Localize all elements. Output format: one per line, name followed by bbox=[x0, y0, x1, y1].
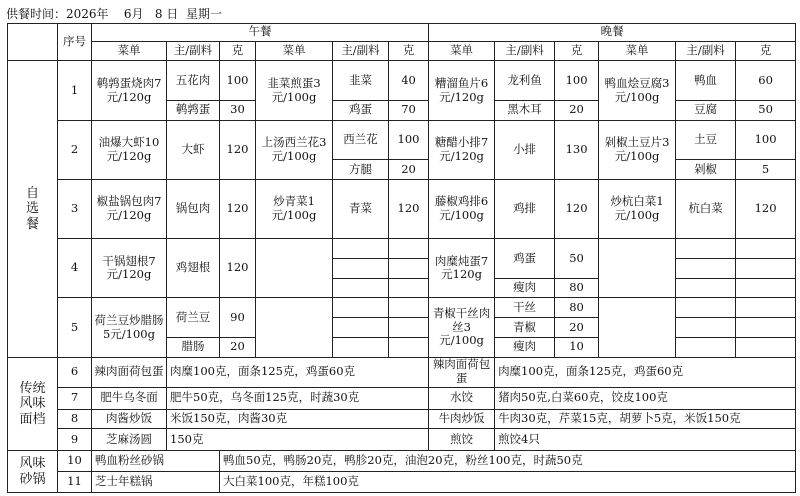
ingredient-grams: 120 bbox=[220, 120, 256, 179]
noodle-dinner-dish: 辣肉面荷包蛋 bbox=[429, 357, 495, 387]
col-ingredient: 主/副料 bbox=[167, 41, 220, 61]
dish-name: 糟溜鱼片6元/120g bbox=[429, 61, 495, 120]
ingredient-name: 腊肠 bbox=[167, 337, 220, 357]
menu-body bbox=[8, 24, 796, 493]
col-gram: 克 bbox=[555, 41, 599, 61]
ingredient-name: 豆腐 bbox=[676, 100, 736, 120]
menu-row bbox=[8, 120, 796, 140]
noodle-row bbox=[8, 357, 796, 387]
noodle-dinner-detail: 煎饺4只 bbox=[495, 429, 796, 451]
empty-cell bbox=[333, 337, 389, 357]
ingredient-grams: 120 bbox=[736, 179, 796, 238]
seq-number: 1 bbox=[58, 61, 92, 120]
ingredient-name: 青菜 bbox=[333, 179, 389, 238]
empty-cell bbox=[736, 258, 796, 278]
ingredient-grams: 20 bbox=[555, 100, 599, 120]
noodle-row bbox=[8, 387, 796, 409]
col-ingredient: 主/副料 bbox=[495, 41, 555, 61]
ingredient-grams: 10 bbox=[555, 337, 599, 357]
empty-cell bbox=[676, 337, 736, 357]
ingredient-name: 杭白菜 bbox=[676, 179, 736, 238]
noodle-dinner-detail: 牛肉30克，芹菜15克，胡萝卜5克，米饭150克 bbox=[495, 409, 796, 429]
date-month: 6月 bbox=[123, 7, 144, 21]
col-gram: 克 bbox=[389, 41, 429, 61]
noodle-lunch-detail: 150克 bbox=[167, 429, 429, 451]
empty-cell bbox=[389, 318, 429, 338]
ingredient-grams: 50 bbox=[736, 100, 796, 120]
ingredient-grams: 50 bbox=[555, 239, 599, 279]
ingredient-name: 瘦肉 bbox=[495, 337, 555, 357]
noodle-dinner-detail: 猪肉50克,白菜60克，饺皮100克 bbox=[495, 387, 796, 409]
seq-number: 4 bbox=[58, 239, 92, 298]
date-weekday: 星期一 bbox=[186, 7, 223, 21]
dish-name: 椒盐锅包肉7元/120g bbox=[92, 179, 167, 238]
claypot-dish: 鸭血粉丝砂锅 bbox=[92, 451, 220, 472]
noodle-dinner-detail: 肉糜100克，面条125克，鸡蛋60克 bbox=[495, 357, 796, 387]
ingredient-grams: 60 bbox=[736, 61, 796, 101]
ingredient-name: 荷兰豆 bbox=[167, 298, 220, 338]
menu-row bbox=[8, 61, 796, 81]
dish-name: 荷兰豆炒腊肠5元/100g bbox=[92, 298, 167, 357]
noodle-lunch-detail: 肥牛50克，乌冬面125克，时蔬30克 bbox=[167, 387, 429, 409]
ingredient-grams: 30 bbox=[220, 100, 256, 120]
empty-cell bbox=[333, 278, 389, 298]
dish-name: 糖醋小排7元/120g bbox=[429, 120, 495, 179]
claypot-row bbox=[8, 472, 796, 493]
seq-number: 8 bbox=[58, 409, 92, 429]
ingredient-grams: 100 bbox=[555, 61, 599, 101]
ingredient-name: 方腿 bbox=[333, 160, 389, 180]
date-label: 供餐时间： bbox=[6, 7, 67, 21]
menu-row bbox=[8, 179, 796, 199]
seq-number: 10 bbox=[58, 451, 92, 472]
col-dish: 菜单 bbox=[92, 41, 167, 61]
ingredient-grams: 100 bbox=[389, 120, 429, 160]
empty-cell bbox=[389, 337, 429, 357]
ingredient-grams: 130 bbox=[555, 120, 599, 179]
ingredient-grams: 100 bbox=[736, 120, 796, 160]
dish-name: 鹌鹑蛋烧肉7元/120g bbox=[92, 61, 167, 120]
ingredient-name: 鸡排 bbox=[495, 179, 555, 238]
col-ingredient: 主/副料 bbox=[676, 41, 736, 61]
dish-name: 剁椒土豆片3元/100g bbox=[599, 120, 676, 179]
ingredient-name: 鸡蛋 bbox=[495, 239, 555, 279]
seq-number: 5 bbox=[58, 298, 92, 357]
ingredient-grams: 90 bbox=[220, 298, 256, 338]
ingredient-name: 瘦肉 bbox=[495, 278, 555, 298]
menu-row bbox=[8, 239, 796, 259]
empty-dish-cell bbox=[256, 239, 333, 298]
dish-name: 炒杭白菜1元/100g bbox=[599, 179, 676, 238]
ingredient-grams: 120 bbox=[555, 179, 599, 238]
empty-cell bbox=[333, 239, 389, 259]
ingredient-grams: 20 bbox=[389, 160, 429, 180]
ingredient-grams: 120 bbox=[220, 179, 256, 238]
col-dish: 菜单 bbox=[256, 41, 333, 61]
ingredient-grams: 80 bbox=[555, 298, 599, 318]
empty-cell bbox=[333, 258, 389, 278]
empty-cell bbox=[676, 239, 736, 259]
ingredient-name: 鸡蛋 bbox=[333, 100, 389, 120]
ingredient-grams: 80 bbox=[555, 278, 599, 298]
corner-cell bbox=[8, 24, 58, 61]
ingredient-grams: 120 bbox=[389, 179, 429, 238]
ingredient-name: 鸡翅根 bbox=[167, 239, 220, 298]
empty-cell bbox=[676, 318, 736, 338]
ingredient-name: 鹌鹑蛋 bbox=[167, 100, 220, 120]
empty-dish-cell bbox=[599, 239, 676, 298]
empty-cell bbox=[736, 298, 796, 318]
noodle-dinner-dish: 水饺 bbox=[429, 387, 495, 409]
empty-cell bbox=[389, 258, 429, 278]
noodle-row bbox=[8, 409, 796, 429]
ingredient-grams: 40 bbox=[389, 61, 429, 101]
empty-cell bbox=[389, 278, 429, 298]
section-noodle: 传统 风味 面档 bbox=[8, 357, 58, 451]
empty-cell bbox=[389, 239, 429, 259]
empty-cell bbox=[736, 337, 796, 357]
dish-name: 油爆大虾10元/120g bbox=[92, 120, 167, 179]
section-claypot: 风味 砂锅 bbox=[8, 451, 58, 493]
ingredient-name: 五花肉 bbox=[167, 61, 220, 101]
lunch-header: 午餐 bbox=[92, 24, 429, 42]
ingredient-name: 龙利鱼 bbox=[495, 61, 555, 101]
ingredient-name: 鸭血 bbox=[676, 61, 736, 101]
empty-cell bbox=[333, 318, 389, 338]
col-dish: 菜单 bbox=[429, 41, 495, 61]
dish-name: 干锅翅根7元/120g bbox=[92, 239, 167, 298]
seq-number: 7 bbox=[58, 387, 92, 409]
ingredient-grams: 5 bbox=[736, 160, 796, 180]
col-gram: 克 bbox=[736, 41, 796, 61]
empty-cell bbox=[676, 298, 736, 318]
section-zixuan: 自 选 餐 bbox=[8, 61, 58, 357]
noodle-lunch-detail: 米饭150克，肉酱30克 bbox=[167, 409, 429, 429]
seq-number: 9 bbox=[58, 429, 92, 451]
noodle-dinner-dish: 牛肉炒饭 bbox=[429, 409, 495, 429]
seq-header: 序号 bbox=[58, 24, 92, 61]
seq-number: 3 bbox=[58, 179, 92, 238]
meal-date-header bbox=[6, 5, 222, 22]
ingredient-grams: 100 bbox=[220, 61, 256, 101]
seq-number: 2 bbox=[58, 120, 92, 179]
seq-number: 6 bbox=[58, 357, 92, 387]
dinner-header: 晚餐 bbox=[429, 24, 796, 42]
menu-row bbox=[8, 298, 796, 318]
empty-cell bbox=[736, 239, 796, 259]
ingredient-name: 锅包肉 bbox=[167, 179, 220, 238]
col-dish: 菜单 bbox=[599, 41, 676, 61]
noodle-lunch-detail: 肉糜100克，面条125克，鸡蛋60克 bbox=[167, 357, 429, 387]
dish-name: 藤椒鸡排6元/100g bbox=[429, 179, 495, 238]
date-day: 8 日 bbox=[154, 7, 179, 21]
ingredient-name: 剁椒 bbox=[676, 160, 736, 180]
menu-table bbox=[7, 23, 796, 493]
dish-name: 青椒干丝肉丝3元/100g bbox=[429, 298, 495, 357]
noodle-lunch-dish: 辣肉面荷包蛋 bbox=[92, 357, 167, 387]
empty-cell bbox=[333, 298, 389, 318]
dish-name: 韭菜煎蛋3元/100g bbox=[256, 61, 333, 120]
col-gram: 克 bbox=[220, 41, 256, 61]
noodle-lunch-dish: 肉酱炒饭 bbox=[92, 409, 167, 429]
empty-cell bbox=[736, 278, 796, 298]
noodle-lunch-dish: 肥牛乌冬面 bbox=[92, 387, 167, 409]
noodle-dinner-dish: 煎饺 bbox=[429, 429, 495, 451]
noodle-row bbox=[8, 429, 796, 451]
seq-number: 11 bbox=[58, 472, 92, 493]
dish-name: 鸭血烩豆腐3元/100g bbox=[599, 61, 676, 120]
empty-dish-cell bbox=[599, 298, 676, 357]
ingredient-grams: 70 bbox=[389, 100, 429, 120]
claypot-detail: 大白菜100克，年糕100克 bbox=[220, 472, 796, 493]
dish-name: 炒青菜1元/100g bbox=[256, 179, 333, 238]
dish-name: 肉糜炖蛋7元120g bbox=[429, 239, 495, 298]
ingredient-grams: 20 bbox=[555, 318, 599, 338]
ingredient-grams: 20 bbox=[220, 337, 256, 357]
claypot-dish: 芝士年糕锅 bbox=[92, 472, 220, 493]
ingredient-name: 干丝 bbox=[495, 298, 555, 318]
col-ingredient: 主/副料 bbox=[333, 41, 389, 61]
ingredient-name: 小排 bbox=[495, 120, 555, 179]
claypot-detail: 鸭血50克，鸭肠20克，鸭胗20克，油泡20克，粉丝100克，时蔬50克 bbox=[220, 451, 796, 472]
empty-dish-cell bbox=[256, 298, 333, 357]
ingredient-name: 黑木耳 bbox=[495, 100, 555, 120]
empty-cell bbox=[389, 298, 429, 318]
ingredient-name: 青椒 bbox=[495, 318, 555, 338]
empty-cell bbox=[676, 258, 736, 278]
empty-cell bbox=[736, 318, 796, 338]
ingredient-name: 大虾 bbox=[167, 120, 220, 179]
empty-cell bbox=[676, 278, 736, 298]
header-row-meal bbox=[8, 24, 796, 42]
date-year: 2026年 bbox=[66, 7, 109, 21]
ingredient-name: 土豆 bbox=[676, 120, 736, 160]
ingredient-name: 韭菜 bbox=[333, 61, 389, 101]
ingredient-grams: 120 bbox=[220, 239, 256, 298]
dish-name: 上汤西兰花3元/100g bbox=[256, 120, 333, 179]
claypot-row bbox=[8, 451, 796, 472]
ingredient-name: 西兰花 bbox=[333, 120, 389, 160]
noodle-lunch-dish: 芝麻汤圆 bbox=[92, 429, 167, 451]
header-row-columns bbox=[8, 41, 796, 61]
